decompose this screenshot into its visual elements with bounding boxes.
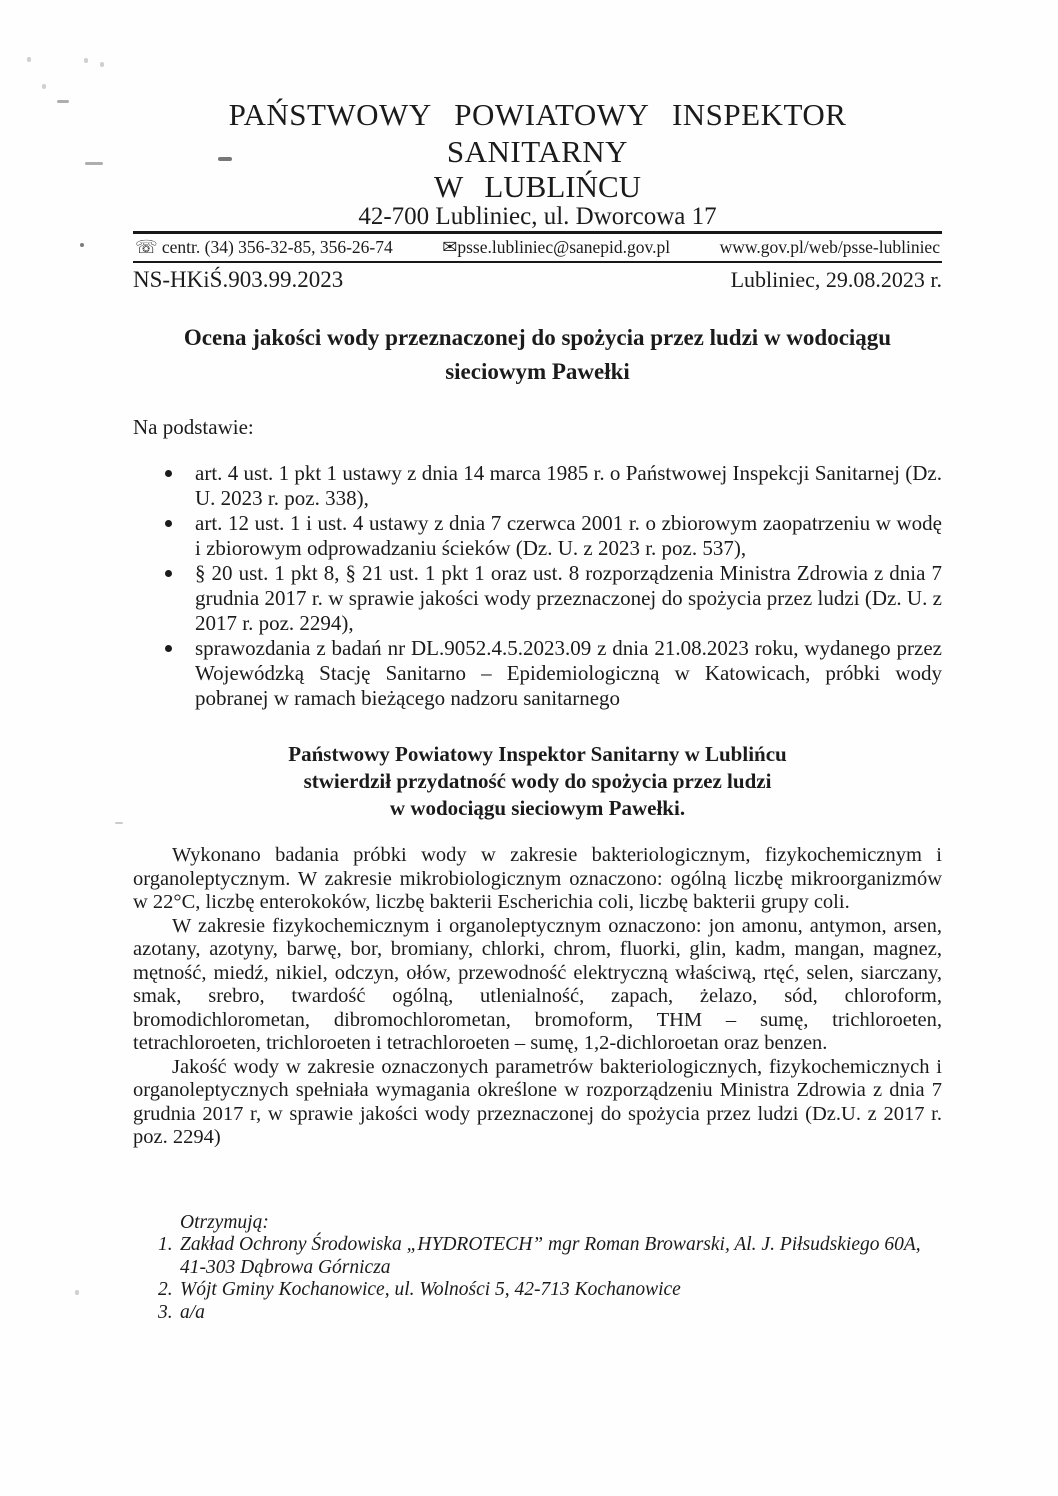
scan-speck — [84, 58, 88, 63]
org-name-line1: PAŃSTWOWY POWIATOWY INSPEKTOR SANITARNY — [228, 97, 847, 169]
list-item: art. 4 ust. 1 pkt 1 ustawy z dnia 14 marca 1985 r. o Państwowej Inspekcji Sanitarnej (Dz. U. 2023 r. poz. 338), — [133, 461, 942, 511]
scan-mark — [85, 162, 103, 165]
letterhead — [133, 0, 942, 294]
recipient-number: 3. — [158, 1301, 173, 1323]
email-label: psse.lubliniec@sanepid.gov.pl — [457, 237, 671, 257]
recipient-number: 2. — [158, 1279, 173, 1300]
envelope-icon: ✉ — [442, 237, 458, 258]
place-and-date: Lubliniec, 29.08.2023 r. — [730, 267, 942, 292]
website-url: www.gov.pl/web/psse-lubliniec — [719, 237, 940, 257]
phone-label: centr. (34) 356-32-85, 356-26-74 — [161, 237, 393, 257]
telephone-icon: ☏ — [135, 237, 158, 258]
basis-intro: Na podstawie: — [133, 415, 254, 439]
org-address: 42-700 Lubliniec, ul. Dworcowa 17 — [358, 203, 717, 230]
scan-mark — [115, 822, 123, 824]
document-title — [133, 321, 942, 389]
body-paragraph: Wykonano badania próbki wody w zakresie bakteriologicznym, fizykochemicznym i organoleptycznym. W zakresie mikrobiologicznym oznaczono: ogólną liczbę mikroorganizmów w 22°C, liczbę enterokoków, liczbę bakterii Escherichia coli, liczbę bakterii grupy coli. — [133, 844, 942, 913]
recipients-heading: Otrzymują: — [180, 1211, 269, 1233]
scan-speck — [27, 57, 31, 62]
org-name-line2: W LUBLIŃCU — [433, 169, 642, 204]
recipient-number: 1. — [158, 1234, 173, 1255]
list-item — [133, 1234, 942, 1279]
scan-speck — [75, 1290, 79, 1295]
decision-statement — [133, 741, 942, 822]
document-title-line2: sieciowym Pawełki — [445, 359, 630, 384]
list-item: sprawozdania z badań nr DL.9052.4.5.2023.09 z dnia 21.08.2023 roku, wydanego przez Wojewódzką Stację Sanitarno – Epidemiologiczną w Katowicach, próbki wody pobranej w ramach bieżącego nadzoru sanitarnego — [133, 636, 942, 711]
statement-line1: Państwowy Powiatowy Inspektor Sanitarny w Lublińcu — [288, 742, 787, 766]
statement-line3: w wodociągu sieciowym Pawełki. — [389, 796, 686, 820]
body-paragraph: Jakość wody w zakresie oznaczonych parametrów bakteriologicznych, fizykochemicznych i organoleptycznych spełniała wymagania określone w rozporządzeniu Ministra Zdrowia z dnia 7 grudnia 2017 r, w sprawie jakości wody przeznaczonej do spożycia przez ludzi (Dz.U. z 2017 r. poz. 2294) — [133, 1055, 942, 1148]
body-paragraph: W zakresie fizykochemicznym i organoleptycznym oznaczono: jon amonu, antymon, arsen, azotany, azotyny, barwę, bor, bromiany, chlorki, chrom, fluorki, glin, kadm, mangan, magnez, mętność, miedź, nikiel, odczyn, ołów, przewodność elektryczną właściwą, rtęć, selen, siarczany, smak, srebro, twardość ogólną, utlenialność, zapach, żelazo, sód, chloroform, bromodichlorometan, dibromochlorometan, bromoform, THM – sumę, trichloroeten, tetrachloroeten, trichloroeten i tetrachloroeten – sumę, 1,2-dichloroetan oraz benzen. — [133, 914, 942, 1054]
recipients-section — [133, 1212, 942, 1325]
scan-dot — [80, 243, 84, 247]
reference-row — [133, 263, 942, 294]
contact-row — [133, 234, 942, 261]
recipient-text: a/a — [180, 1301, 205, 1323]
recipients-list — [133, 1234, 942, 1324]
list-item — [133, 1279, 942, 1302]
reference-number: NS-HKiŚ.903.99.2023 — [133, 267, 344, 292]
statement-line2: stwierdził przydatność wody do spożycia przez ludzi — [303, 769, 772, 793]
email-address — [442, 237, 670, 258]
recipient-text: Wójt Gminy Kochanowice, ul. Wolności 5, 42-713 Kochanowice — [180, 1279, 681, 1300]
scan-mark — [57, 100, 69, 103]
legal-basis-list — [133, 461, 942, 711]
recipient-text: Zakład Ochrony Środowiska „HYDROTECH” mgr Roman Browarski, Al. J. Piłsudskiego 60A, 41-303 Dąbrowa Górnicza — [180, 1234, 921, 1278]
list-item: art. 12 ust. 1 i ust. 4 ustawy z dnia 7 czerwca 2001 r. o zbiorowym zaopatrzeniu w wodę i zbiorowym odprowadzaniu ścieków (Dz. U. z 2023 r. poz. 537), — [133, 511, 942, 561]
scan-speck — [42, 84, 46, 89]
list-item — [133, 1302, 942, 1325]
document-title-line1: Ocena jakości wody przeznaczonej do spożycia przez ludzi w wodociągu — [183, 325, 892, 350]
scan-speck — [100, 62, 104, 67]
list-item: § 20 ust. 1 pkt 8, § 21 ust. 1 pkt 1 oraz ust. 8 rozporządzenia Ministra Zdrowia z dnia 7 grudnia 2017 r. w sprawie jakości wody przeznaczonej do spożycia przez ludzi (Dz. U. z 2017 r. poz. 2294), — [133, 561, 942, 636]
phone-number — [135, 237, 393, 258]
